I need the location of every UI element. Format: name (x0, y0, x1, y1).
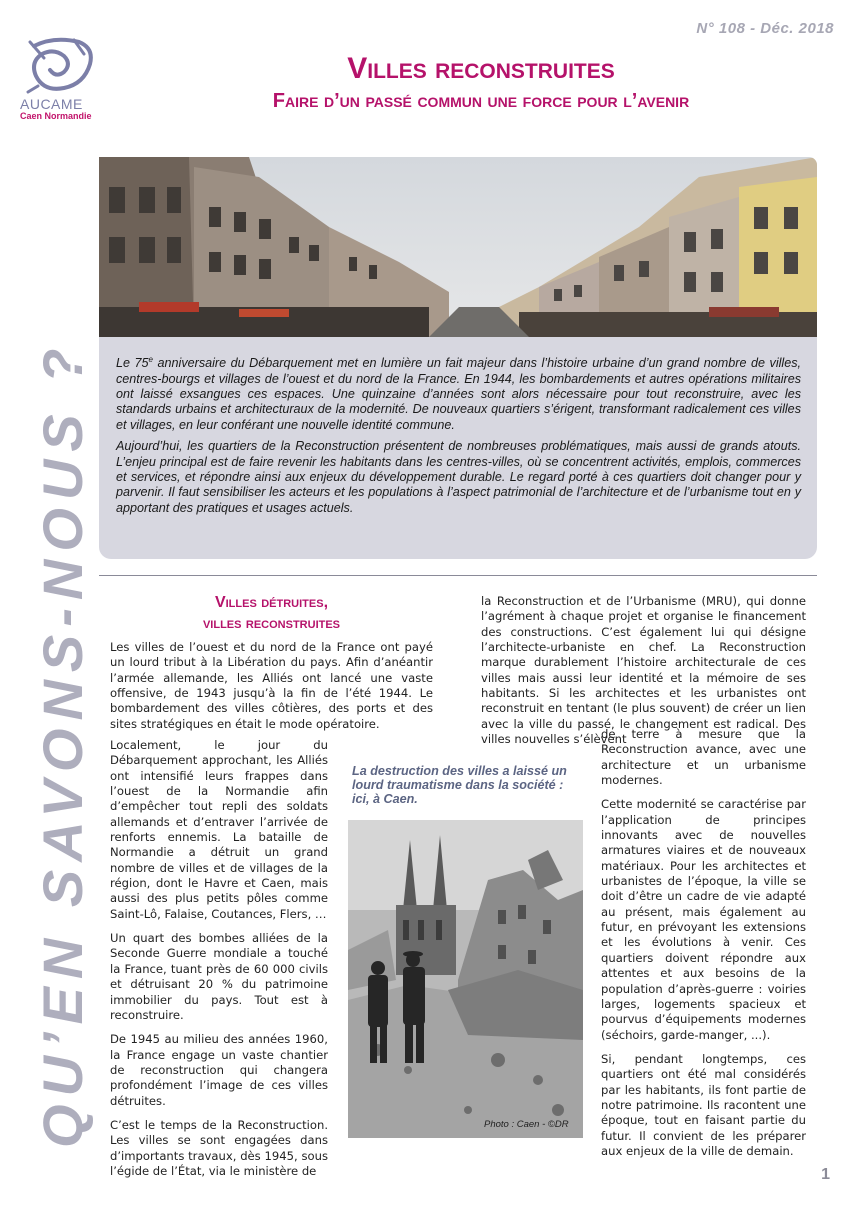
article-paragraph-6-continued: de terre à mesure que la Reconstruction avance, avec une architecture et un urbanisme modernes. (601, 727, 806, 788)
issue-number: N° 108 - Déc. 2018 (696, 20, 834, 37)
section-title-line-1: Villes détruites, (214, 594, 329, 611)
logo-name: AUCAME (20, 96, 83, 112)
side-banner: QU’EN SAVONS-NOUS ? (31, 340, 94, 1148)
logo-subtitle: Caen Normandie (20, 111, 92, 121)
intro-paragraph-1 (116, 352, 801, 433)
section-title-line-2: villes reconstruites (202, 615, 341, 632)
article-column-1-middle (110, 738, 328, 1188)
intro-p1-start: Le 75 (116, 356, 149, 371)
article-column-2-bottom (601, 727, 806, 1168)
page-title: Villes reconstruites (347, 52, 615, 85)
intro-p1-sup: e (148, 355, 153, 364)
article-paragraph-4: De 1945 au milieu des années 1960, la France engage un vaste chantier de reconstruction qui changera profondément l’image de ces villes détruites. (110, 1032, 328, 1108)
article-paragraph-7: Cette modernité se caractérise par l’application de principes innovants avec de nouvelles armatures viaires et de nouveaux matériaux. Pour les architectes et urbanistes de l’époque, la ville se doit d’être un cadre de vie adapté au présent, mais également au futur, en prévoyant les extensions et les évolutions à venir. Ces quartiers doivent répondre aux attentes et aux besoins de la population d’après-guerre : voiries larges, logements spacieux et pourvus d’équipements modernes (séchoirs, garde-manger, ...). (601, 797, 806, 1042)
intro-p1-rest: anniversaire du Débarquement met en lumière un fait majeur dans l’histoire urbaine d’un grand nombre de villes, centres-bourgs et villages de l’ouest et du nord de la France. En 1944, les bombardements et autres opérations militaires ont laissé exsangues ces espaces. Une quinzaine d’années sont alors nécessaire pour tout reconstruire, avec les standards urbains et architecturaux de la modernité. De nouveaux quartiers s’érigent, transformant radicalement ces villes et villages, en leur conférant une nouvelle identité commune. (116, 356, 802, 432)
page-number: 1 (821, 1166, 830, 1183)
caen-ruins-photo (348, 820, 583, 1138)
article-paragraph-3: Un quart des bombes alliées de la Seconde Guerre mondiale a touché la France, tuant près de 60 000 civils et détruisant 20 % du patrimoine immobilier du pays. Tout est à reconstruire. (110, 931, 328, 1022)
article-paragraph-1: Les villes de l’ouest et du nord de la France ont payé un lourd tribut à la Libération du pays. Afin d’anéantir l’armée allemande, les Alliés ont lancé une vaste offensive, de 1943 jusqu’à la fin de l’été 1944. Le bombardement des villes côtières, des ports et des sites stratégiques en était le mode opératoire. (110, 640, 433, 731)
intro-paragraph-2: Aujourd’hui, les quartiers de la Reconstruction présentent de nombreuses problématiques, mais aussi de grands atouts. L’enjeu principal est de faire revenir les habitants dans les centres-villes, où se concentrent activités, emplois, commerces et services, et répondre ainsi aux enjeux du développement durable. Le regard porté à ces quartiers doit changer pour y parvenir. Il faut sensibiliser les acteurs et les populations à l’aspect patrimonial de l’architecture et de l’urbanisme tout en y apportant des pratiques et usages actuels. (116, 439, 801, 515)
aucame-logo (20, 36, 110, 121)
article-column-1-top (110, 640, 433, 741)
article-paragraph-6: la Reconstruction et de l’Urbanisme (MRU), qui donne l’agrément à chaque projet et organise le financement des constructions. C’est également lui qui désigne l’architecte-urbaniste en chef. La Reconstruction marque durablement l’histoire architecturale de ces villes mais aussi leur identité et la mémoire de ses habitants. Si les architectes et les urbanistes ont reconstruit en tentant (le plus souvent) de créer un lien avec la ville du passé, le changement est radical. Des villes nouvelles s’élèvent (481, 594, 806, 747)
section-divider (99, 575, 817, 576)
street-photo (99, 157, 817, 337)
intro-box (99, 337, 817, 559)
page-subtitle: Faire d’un passé commun une force pour l’avenir (272, 90, 690, 112)
article-paragraph-5: C’est le temps de la Reconstruction. Les villes se sont engagées dans d’importants travaux, dès 1945, sous l’égide de l’État, via le ministère de (110, 1117, 328, 1178)
article-paragraph-2: Localement, le jour du Débarquement approchant, les Alliés ont intensifié leurs frappes dans l’ouest de la Normandie afin d’empêcher tout repli des soldats allemands et d’entraver l’arrivée de renforts ennemis. La bataille de Normandie a détruit un grand nombre de villes et de villages de la région, dont le Havre et Caen, mais aussi des plus petits pôles comme Saint-Lô, Falaise, Coutances, Flers, … (110, 738, 328, 921)
article-column-2-top (481, 594, 806, 747)
figure-caption: La destruction des villes a laissé un lourd traumatisme dans la société : ici, à Caen. (352, 764, 567, 806)
article-paragraph-8: Si, pendant longtemps, ces quartiers ont été mal considérés par les habitants, ils font partie de notre patrimoine. Ils racontent une époque, tout en faisant partie du futur. Il convient de les préparer aux enjeux de la ville de demain. (601, 1051, 806, 1158)
photo-credit: Photo : Caen - ©DR (484, 1119, 569, 1130)
logo-mark-icon (24, 36, 96, 94)
section-title (110, 592, 433, 634)
